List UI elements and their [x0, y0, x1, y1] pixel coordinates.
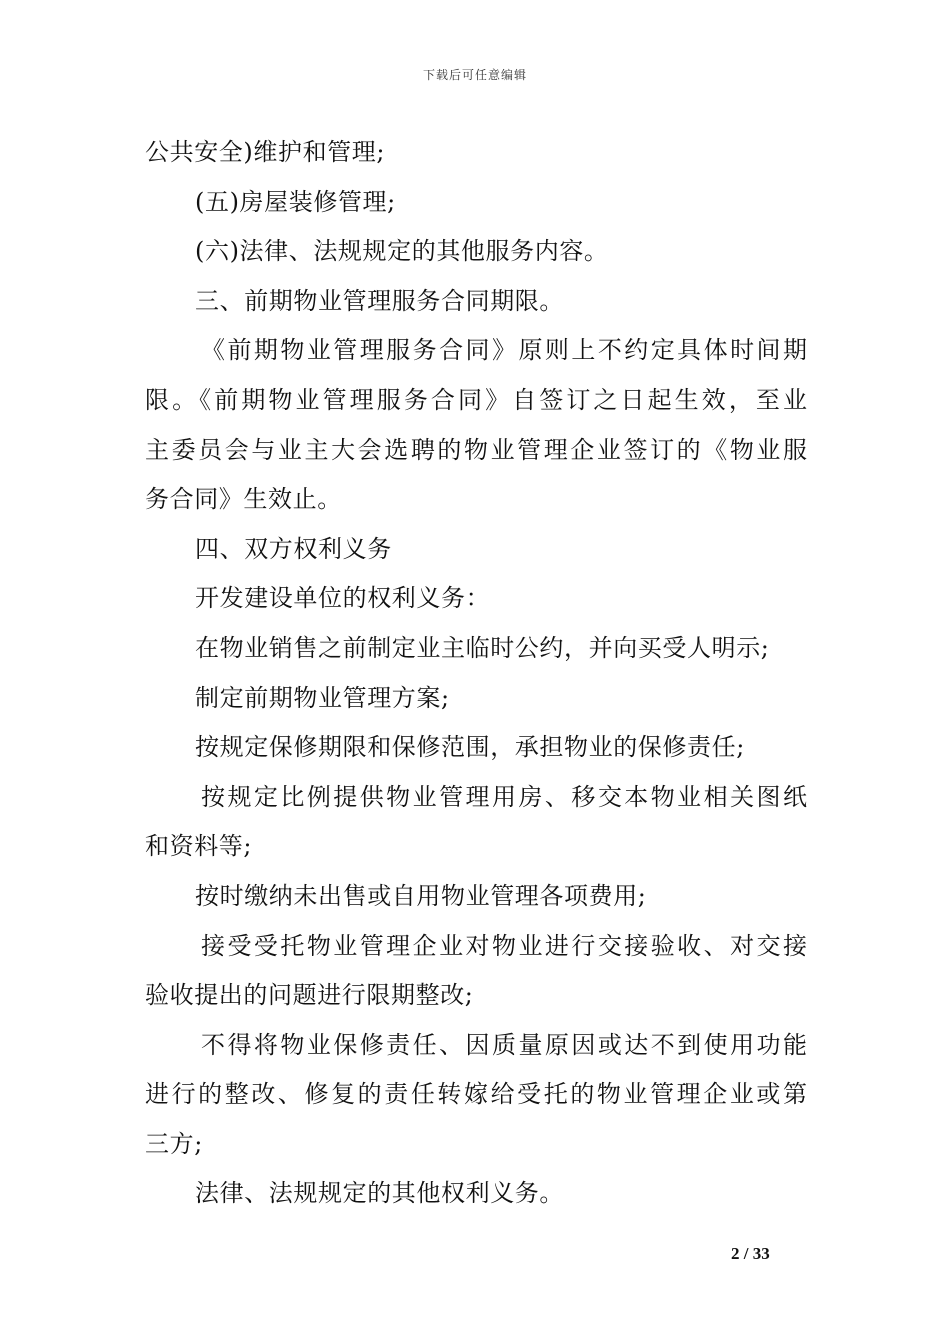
text-line: 不得将物业保修责任、因质量原因或达不到使用功能 — [201, 1030, 807, 1059]
text-line: 验收提出的问题进行限期整改; — [145, 981, 474, 1010]
page-number: 2 / 33 — [731, 1244, 770, 1263]
text-line: (五)房屋装修管理; — [195, 187, 396, 216]
text-line: 《前期物业管理服务合同》原则上不约定具体时间期 — [201, 336, 807, 365]
text-line: 接受受托物业管理企业对物业进行交接验收、对交接 — [201, 931, 807, 960]
section-heading: 四、双方权利义务 — [195, 534, 392, 563]
text-line: (六)法律、法规规定的其他服务内容。 — [195, 237, 609, 266]
text-line: 公共安全)维护和管理; — [145, 138, 386, 166]
text-line: 务合同》生效止。 — [145, 485, 342, 514]
text-line: 法律、法规规定的其他权利义务。 — [195, 1179, 564, 1208]
text-line: 在物业销售之前制定业主临时公约，并向买受人明示; — [195, 633, 770, 662]
section-heading: 三、前期物业管理服务合同期限。 — [195, 286, 564, 315]
text-line: 限。《前期物业管理服务合同》自签订之日起生效，至业 — [145, 385, 807, 414]
text-line: 制定前期物业管理方案; — [195, 683, 450, 712]
text-line: 按规定保修期限和保修范围，承担物业的保修责任; — [195, 733, 745, 762]
text-line: 按规定比例提供物业管理用房、移交本物业相关图纸 — [201, 782, 807, 811]
text-line: 三方; — [145, 1129, 203, 1158]
text-line: 开发建设单位的权利义务： — [195, 584, 491, 613]
text-line: 按时缴纳未出售或自用物业管理各项费用; — [195, 881, 647, 910]
document-body — [145, 128, 807, 1219]
page-header: 下载后可任意编辑 — [422, 68, 527, 82]
text-line: 主委员会与业主大会选聘的物业管理企业签订的《物业服 — [145, 435, 807, 464]
text-line: 进行的整改、修复的责任转嫁给受托的物业管理企业或第 — [145, 1080, 807, 1109]
text-line: 和资料等; — [145, 832, 253, 861]
